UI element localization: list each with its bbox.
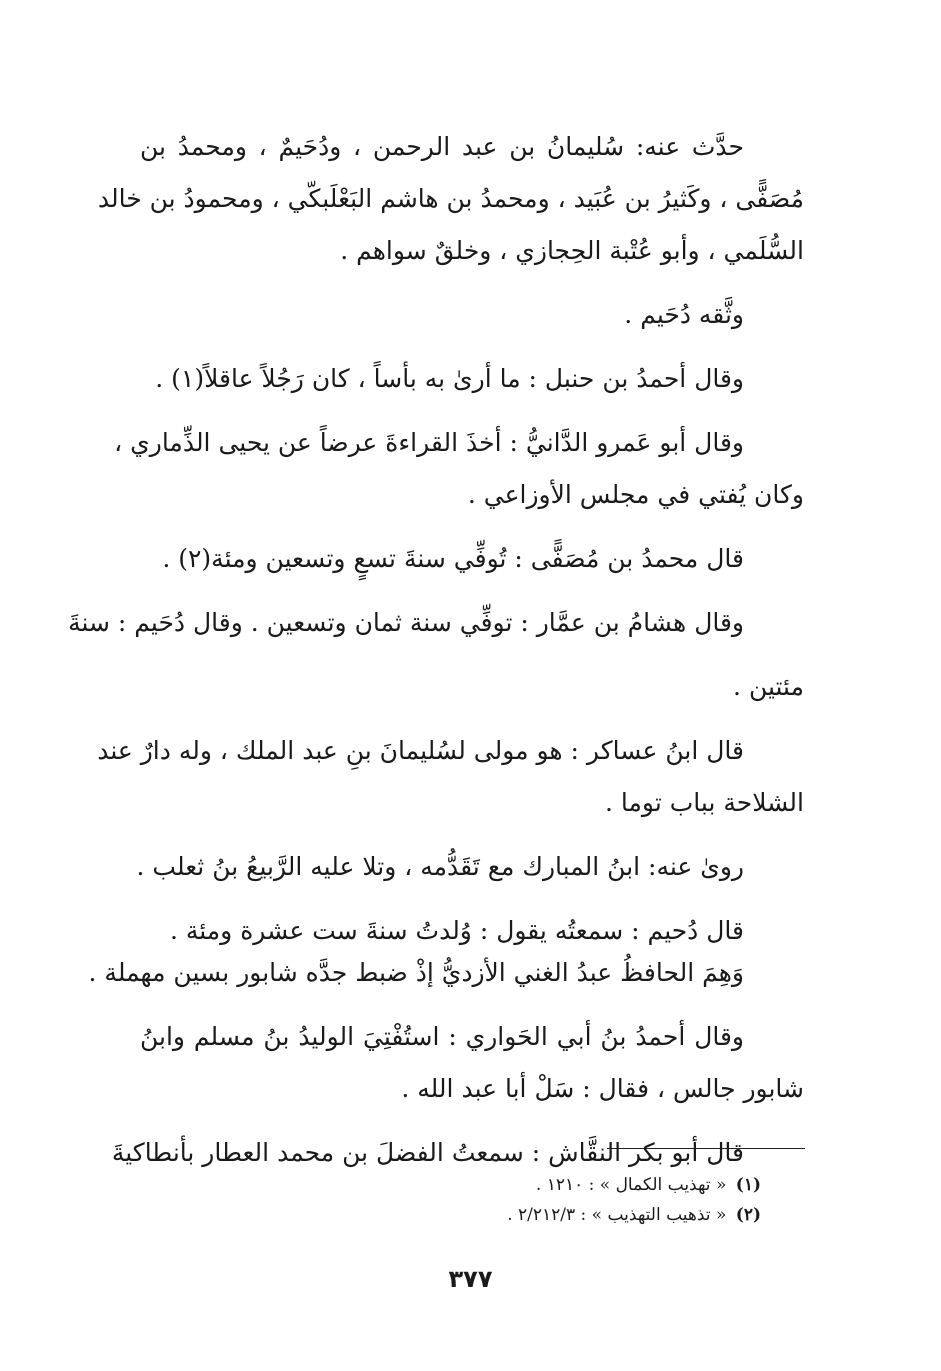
text-line: الشلاحة بباب توما . (605, 788, 804, 817)
footnote-1 (361, 1170, 761, 1200)
footnotes (361, 1170, 761, 1230)
footnote-2 (361, 1200, 761, 1230)
text-line: وقال هشامُ بن عمَّار : توفِّي سنة ثمان وتسعين . وقال دُحَيم : سنةَ (68, 608, 744, 637)
text-line: وكان يُفتي في مجلس الأوزاعي . (467, 480, 804, 509)
text-line: وقال أحمدُ بنُ أبي الحَواري : استُفْتِيَ الوليدُ بنُ مسلم وابنُ (140, 1022, 744, 1051)
text-line: مُصَفًّى ، وكَثيرُ بن عُبَيد ، ومحمدُ بن هاشم البَعْلَبكّي ، ومحمودُ بن خالد (97, 184, 804, 213)
text-line: السُّلَمي ، وأبو عُتْبة الحِجازي ، وخلقٌ سواهم . (340, 236, 804, 265)
text-line: قال دُحيم : سمعتُه يقول : وُلدتُ سنةَ ست عشرة ومئة . (169, 916, 744, 945)
text-line: حدَّث عنه: سُليمانُ بن عبد الرحمن ، ودُحَيمٌ ، ومحمدُ بن (140, 132, 744, 161)
text-line: شابور جالس ، فقال : سَلْ أبا عبد الله . (401, 1074, 804, 1103)
footnote-divider (607, 1148, 805, 1149)
text-line: قال محمدُ بن مُصَفًّى : تُوفِّي سنةَ تسعٍ وتسعين ومئة(٢) . (162, 544, 744, 573)
text-line: روىٰ عنه: ابنُ المبارك مع تَقَدُّمه ، وتلا عليه الرَّبيعُ بنُ ثعلب . (136, 852, 744, 881)
text-line: وَهِمَ الحافظُ عبدُ الغني الأزديُّ إذْ ضبط جدَّه شابور بسين مهملة . (88, 958, 744, 987)
page-number: ٣٧٧ (448, 1265, 493, 1293)
text-line: وقال أحمدُ بن حنبل : ما أرىٰ به بأساً ، كان رَجُلاً عاقلاً(١) . (155, 364, 744, 393)
footnote-number: (١) (735, 1175, 761, 1195)
text-line: وثَّقه دُحَيم . (624, 300, 744, 329)
text-line: قال ابنُ عساكر : هو مولى لسُليمانَ بنِ عبد الملك ، وله دارٌ عند (97, 736, 744, 765)
text-line: وقال أبو عَمرو الدَّانيُّ : أخذَ القراءةَ عرضاً عن يحيى الذِّماري ، (114, 428, 744, 457)
text-line: مئتين . (733, 672, 804, 701)
footnote-text: « تذهيب التهذيب » : ٢/٢١٢/٣ . (507, 1205, 727, 1225)
footnote-text: « تهذيب الكمال » : ١٢١٠ . (535, 1175, 727, 1195)
text-line: قال أبو بكر النقَّاش : سمعتُ الفضلَ بن محمد العطار بأنطاكيةَ (111, 1138, 744, 1167)
footnote-number: (٢) (735, 1205, 761, 1225)
main-text (68, 118, 804, 1168)
